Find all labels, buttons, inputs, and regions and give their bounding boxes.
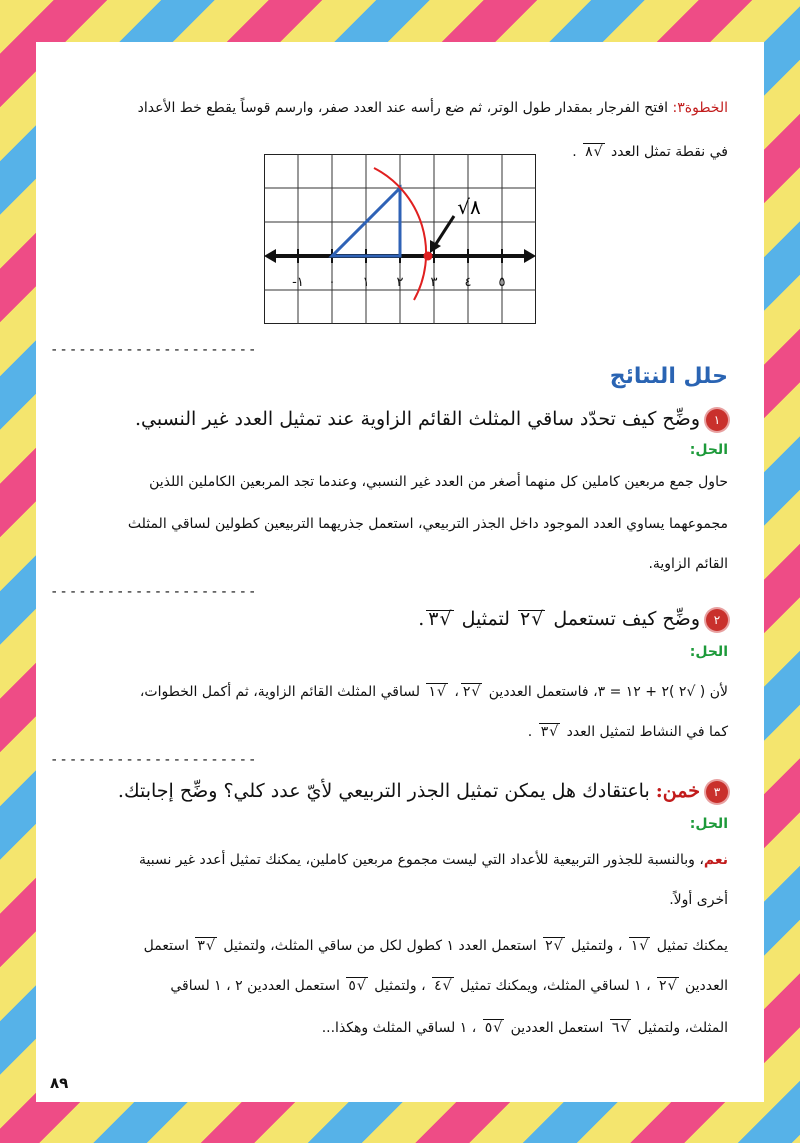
divider: ---------------------- bbox=[50, 584, 258, 600]
answer-label: الحل: bbox=[689, 816, 728, 832]
answer-label: الحل: bbox=[689, 442, 728, 458]
step3-label: الخطوة٣: bbox=[672, 100, 728, 116]
answer-label: الحل: bbox=[689, 644, 728, 660]
page-number: ٨٩ bbox=[50, 1074, 69, 1092]
tick-label: ١ bbox=[362, 275, 370, 290]
answer-3-line1: نعم، وبالنسبة للجذور التربيعية للأعداد التي ليست مجموع مربعين كاملين، يمكنك تمثيل أعدد غير نسبية bbox=[139, 852, 728, 868]
tick-label: ٢ bbox=[396, 275, 404, 290]
number-line-graph bbox=[264, 154, 536, 324]
number-badge: ٢ bbox=[706, 609, 728, 631]
tick-label: ٠ bbox=[328, 275, 336, 290]
tick-label: ٤ bbox=[464, 275, 472, 290]
divider: ---------------------- bbox=[50, 342, 258, 358]
question-3: ٣خمن: باعتقادك هل يمكن تمثيل الجذر التربيعي لأيّ عدد كلي؟ وضِّح إجابتك. bbox=[72, 780, 728, 803]
step3-line1: الخطوة٣: افتح الفرجار بمقدار طول الوتر، ثم ضع رأسه عند العدد صفر، وارسم قوساً يقطع خط الأعداد bbox=[137, 100, 728, 116]
divider: ---------------------- bbox=[50, 752, 258, 768]
tick-label: ٣ bbox=[430, 275, 438, 290]
question-1: ١وضِّح كيف تحدّد ساقي المثلث القائم الزاوية عند تمثيل العدد غير النسبي. bbox=[72, 408, 728, 431]
number-badge: ١ bbox=[706, 409, 728, 431]
answer-2-line2: كما في النشاط لتمثيل العدد √ ٣ . bbox=[72, 722, 728, 742]
section-title: حلل النتائج bbox=[609, 364, 728, 389]
textbook-page: الخطوة٣: افتح الفرجار بمقدار طول الوتر، ثم ضع رأسه عند العدد صفر، وارسم قوساً يقطع خط الأعداد في نقطة تمثل العدد √ ٨ . √٨ ١- ٠ ١ ٢ ٣ ٤ ٥ ---------------------- حلل النتائج ١وضِّح كيف تحدّد ساقي المثلث القائم الزاوية عند تمثيل العدد غير النسبي. الحل: حاول جمع مربعين كاملين كل منهما أصغر من العدد غير النسبي، وعندما تجد المربعين الكاملين اللذين مجموعهما يساوي العدد الموجود داخل الجذر التربيعي، استعمل جذريهما التربيعين كطولين لساقي المثلث القائم الزاوية. ---------------------- ٢وضِّح كيف تستعمل √ ٢ لتمثيل √ ٣. الحل: لأن ( √٢ )٢ + ١٢ = ٣، فاستعمل العددين √ ٢، √ ١ لساقي المثلث القائم الزاوية، ثم أكمل الخطوات، كما في النشاط لتمثيل العدد √ ٣ . ---------------------- ٣خمن: باعتقادك هل يمكن تمثيل الجذر التربيعي لأيّ عدد كلي؟ وضِّح إجابتك. الحل: نعم، وبالنسبة للجذور التربيعية للأعداد التي ليست مجموع مربعين كاملين، يمكنك تمثيل أعدد غير نسبية أخرى أولاً. يمكنك تمثيل √ ١ ، ولتمثيل √ ٢ استعمل العدد ١ كطول لكل من ساقي المثلث، ولتمثيل √ ٣ استعمل العددين √ ٢ ، ١ لساقي المثلث، ويمكنك تمثيل √ ٤ ، ولتمثيل √ ٥ استعمل العددين ٢ ، ١ لساقي المثلث، ولتمثيل √ ٦ استعمل العددين √ ٥ ، ١ لساقي المثلث وهكذا... ٨٩ bbox=[36, 42, 764, 1102]
answer-3-line5: المثلث، ولتمثيل √ ٦ استعمل العددين √ ٥ ، ١ لساقي المثلث وهكذا... bbox=[72, 1018, 728, 1038]
sqrt-8: √ ٨ bbox=[583, 143, 604, 160]
tick-label: ٥ bbox=[498, 275, 506, 290]
number-badge: ٣ bbox=[706, 781, 728, 803]
answer-3-line4: العددين √ ٢ ، ١ لساقي المثلث، ويمكنك تمثيل √ ٤ ، ولتمثيل √ ٥ استعمل العددين ٢ ، ١ لساقي bbox=[72, 976, 728, 996]
sqrt8-label: √٨ bbox=[457, 195, 481, 219]
answer-2-line1: لأن ( √٢ )٢ + ١٢ = ٣، فاستعمل العددين √ ٢، √ ١ لساقي المثلث القائم الزاوية، ثم أكمل الخطوات، bbox=[72, 682, 728, 702]
sqrt8-point bbox=[424, 252, 433, 261]
step3-line2: في نقطة تمثل العدد √ ٨ . bbox=[72, 142, 728, 162]
answer-3-line3: يمكنك تمثيل √ ١ ، ولتمثيل √ ٢ استعمل العدد ١ كطول لكل من ساقي المثلث، ولتمثيل √ ٣ استعمل bbox=[72, 936, 728, 956]
question-2: ٢وضِّح كيف تستعمل √ ٢ لتمثيل √ ٣. bbox=[72, 608, 728, 631]
tick-label: ١- bbox=[292, 275, 304, 290]
